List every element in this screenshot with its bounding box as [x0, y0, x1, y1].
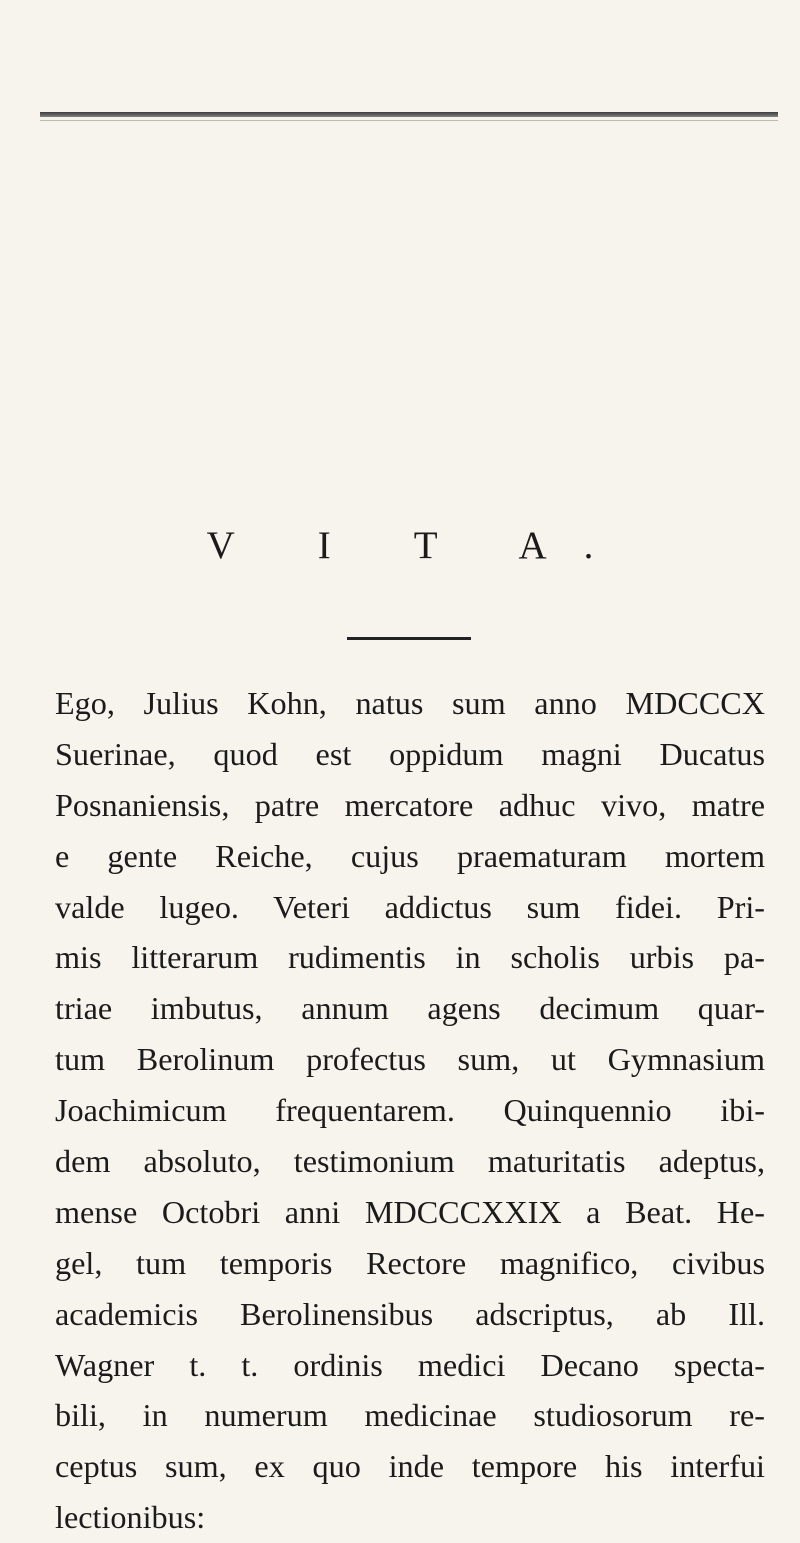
text-line: mense Octobri anni MDCCCXXIX a Beat. He- — [55, 1193, 765, 1230]
text-line: Suerinae, quod est oppidum magni Ducatus — [55, 735, 765, 772]
ink-bleed-through — [110, 170, 760, 370]
top-border-rule — [40, 112, 778, 117]
text-line: triae imbutus, annum agens decimum quar- — [55, 990, 765, 1027]
text-line: gel, tum temporis Rectore magnifico, civibus — [55, 1244, 765, 1281]
text-line: lectionibus: — [55, 1499, 206, 1536]
text-line: mis litterarum rudimentis in scholis urbis pa- — [55, 939, 765, 976]
text-line: valde lugeo. Veteri addictus sum fidei. Pri- — [55, 888, 765, 925]
text-line: dem absoluto, testimonium maturitatis adeptus, — [55, 1143, 765, 1180]
text-line: e gente Reiche, cujus praematuram mortem — [55, 837, 765, 874]
text-line: bili, in numerum medicinae studiosorum re- — [55, 1397, 765, 1434]
text-line: Joachimicum frequentarem. Quinquennio ibi- — [55, 1092, 765, 1129]
text-line: Wagner t. t. ordinis medici Decano specta- — [55, 1346, 765, 1383]
page-heading: V I T A. — [206, 524, 631, 567]
text-line: Ego, Julius Kohn, natus sum anno MDCCCX — [55, 685, 765, 721]
heading-rule — [347, 637, 471, 640]
text-line: Posnaniensis, patre mercatore adhuc vivo, matre — [55, 786, 765, 823]
text-line: ceptus sum, ex quo inde tempore his interfui — [55, 1448, 765, 1485]
body-text — [55, 678, 765, 1543]
text-line: tum Berolinum profectus sum, ut Gymnasium — [55, 1041, 765, 1078]
text-line: academicis Berolinensibus adscriptus, ab Ill. — [55, 1295, 765, 1332]
